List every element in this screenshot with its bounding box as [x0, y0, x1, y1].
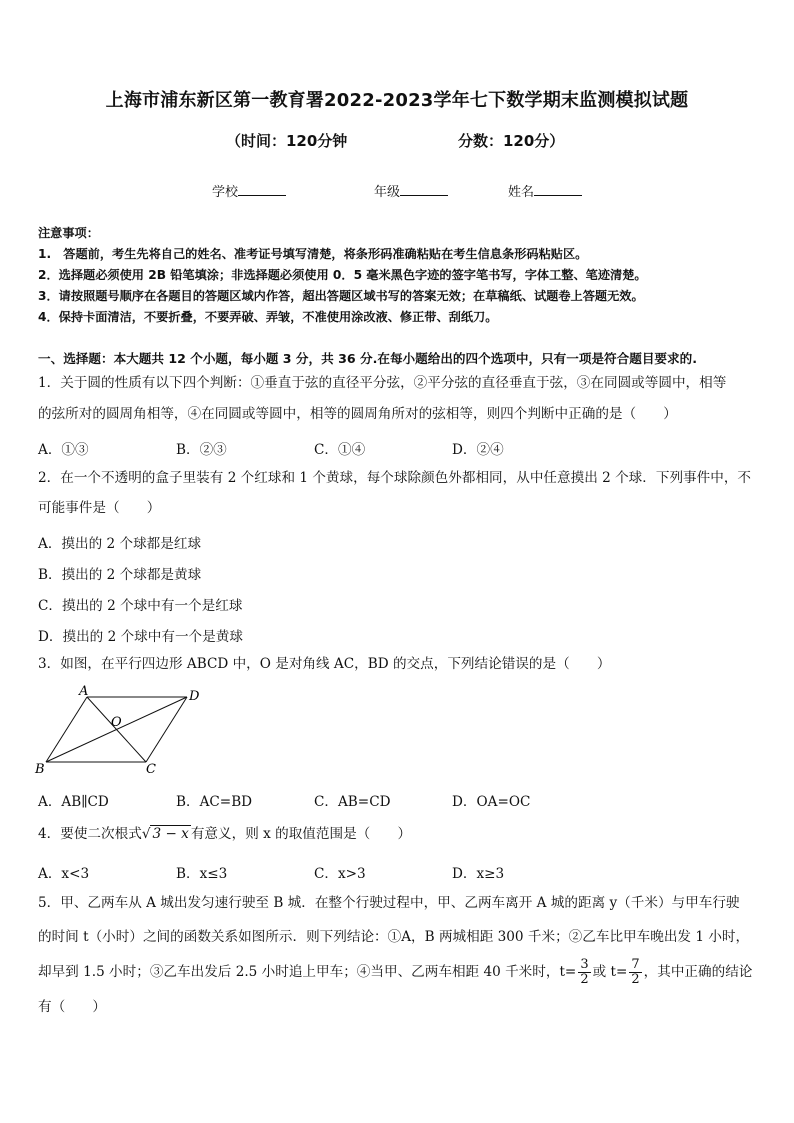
page-title: 上海市浦东新区第一教育署2022-2023学年七下数学期末监测模拟试题: [105, 90, 689, 111]
q5-line3-a: 却早到 1.5 小时；③乙车出发后 2.5 小时追上甲车；④当甲、乙两车相距 40 千米时，t=: [38, 964, 577, 980]
label-b: B: [35, 762, 45, 777]
fraction-three-halves: $\frac{3}{2}$: [580, 957, 589, 987]
q1-line1: 1．关于圆的性质有以下四个判断：①垂直于弦的直径平分弦，②平分弦的直径垂直于弦，③在同圆或等圆中，相等: [38, 375, 727, 391]
school-label: 学校: [212, 185, 239, 200]
q1-option-a: A．①③: [38, 442, 89, 458]
school-blank: [238, 183, 286, 196]
q2-option-b: B．摸出的 2 个球都是黄球: [38, 567, 202, 583]
grade-field: [374, 181, 448, 200]
label-o: O: [111, 715, 122, 730]
q5-line3-b: 或 t=: [592, 964, 628, 980]
q5-line2: 的时间 t（小时）之间的函数关系如图所示．则下列结论：①A，B 两城相距 300 千米；②乙车比甲车晚出发 1 小时，: [38, 929, 750, 945]
sqrt-radicand: 3 − x: [152, 826, 189, 842]
q3-option-c: C．AB=CD: [314, 794, 391, 810]
school-field: [212, 181, 286, 200]
section-heading: 一、选择题：本大题共 12 个小题，每小题 3 分，共 36 分.在每小题给出的四个选项中，只有一项是符合题目要求的.: [38, 351, 698, 366]
q3-option-a: A．AB∥CD: [38, 794, 109, 810]
name-field: [508, 181, 582, 200]
grade-blank: [400, 183, 448, 196]
fraction-seven-halves: $\frac{7}{2}$: [631, 957, 640, 987]
q1-line2: 的弦所对的圆周角相等，④在同圆或等圆中，相等的圆周角所对的弦相等，则四个判断中正确的是（ ）: [38, 406, 677, 422]
exam-time: （时间：120分钟: [226, 132, 348, 150]
note-item: 1. 答题前，考生先将自己的姓名、准考证号填写清楚，将条形码准确粘贴在考生信息条形码粘贴区。: [38, 247, 588, 261]
label-a: A: [79, 684, 89, 699]
q1-option-b: B．②③: [176, 442, 227, 458]
parallelogram-figure: [30, 684, 210, 780]
name-label: 姓名: [508, 185, 535, 200]
q3-option-d: D．OA=OC: [452, 794, 531, 810]
q4-stem: [38, 819, 411, 849]
label-c: C: [146, 762, 156, 777]
q5-line3-c: ，其中正确的结论: [643, 964, 753, 980]
q5-line3: [38, 957, 752, 987]
label-d: D: [189, 689, 200, 704]
q4-option-d: D．x≥3: [452, 866, 505, 882]
q4-option-b: B．x≤3: [176, 866, 228, 882]
q2-line2: 可能事件是（ ）: [38, 500, 161, 516]
q5-line1: 5．甲、乙两车从 A 城出发匀速行驶至 B 城．在整个行驶过程中，甲、乙两车离开 A 城的距离 y（千米）与甲车行驶: [38, 895, 740, 911]
notes-heading: 注意事项：: [38, 226, 99, 240]
q5-line4: 有（ ）: [38, 999, 106, 1015]
q4-pre: 4．要使二次根式: [38, 826, 142, 842]
note-item: 4．保持卡面清洁，不要折叠，不要弄破、弄皱，不准使用涂改液、修正带、刮纸刀。: [38, 310, 498, 324]
q2-option-d: D．摸出的 2 个球中有一个是黄球: [38, 629, 243, 645]
q2-option-c: C．摸出的 2 个球中有一个是红球: [38, 598, 243, 614]
q4-option-c: C．x>3: [314, 866, 366, 882]
q3-line1: 3．如图，在平行四边形 ABCD 中，O 是对角线 AC，BD 的交点，下列结论错误的是（ ）: [38, 656, 611, 672]
grade-label: 年级: [374, 185, 401, 200]
q3-option-b: B．AC=BD: [176, 794, 253, 810]
q4-post: 有意义，则 x 的取值范围是（ ）: [190, 826, 412, 842]
q1-option-d: D．②④: [452, 442, 504, 458]
sqrt-expression: √ 3 − x: [141, 826, 189, 842]
q1-option-c: C．①④: [314, 442, 366, 458]
note-item: 3．请按照题号顺序在各题目的答题区域内作答，超出答题区域书写的答案无效；在草稿纸、试题卷上答题无效。: [38, 289, 644, 303]
q2-option-a: A．摸出的 2 个球都是红球: [38, 536, 202, 552]
exam-score: 分数：120分）: [458, 132, 565, 150]
q4-option-a: A．x<3: [38, 866, 90, 882]
q2-line1: 2．在一个不透明的盒子里装有 2 个红球和 1 个黄球，每个球除颜色外都相同，从中任意摸出 2 个球．下列事件中，不: [38, 470, 752, 486]
note-item: 2．选择题必须使用 2B 铅笔填涂；非选择题必须使用 0．5 毫米黑色字迹的签字笔书写，字体工整、笔迹清楚。: [38, 268, 647, 282]
name-blank: [534, 183, 582, 196]
